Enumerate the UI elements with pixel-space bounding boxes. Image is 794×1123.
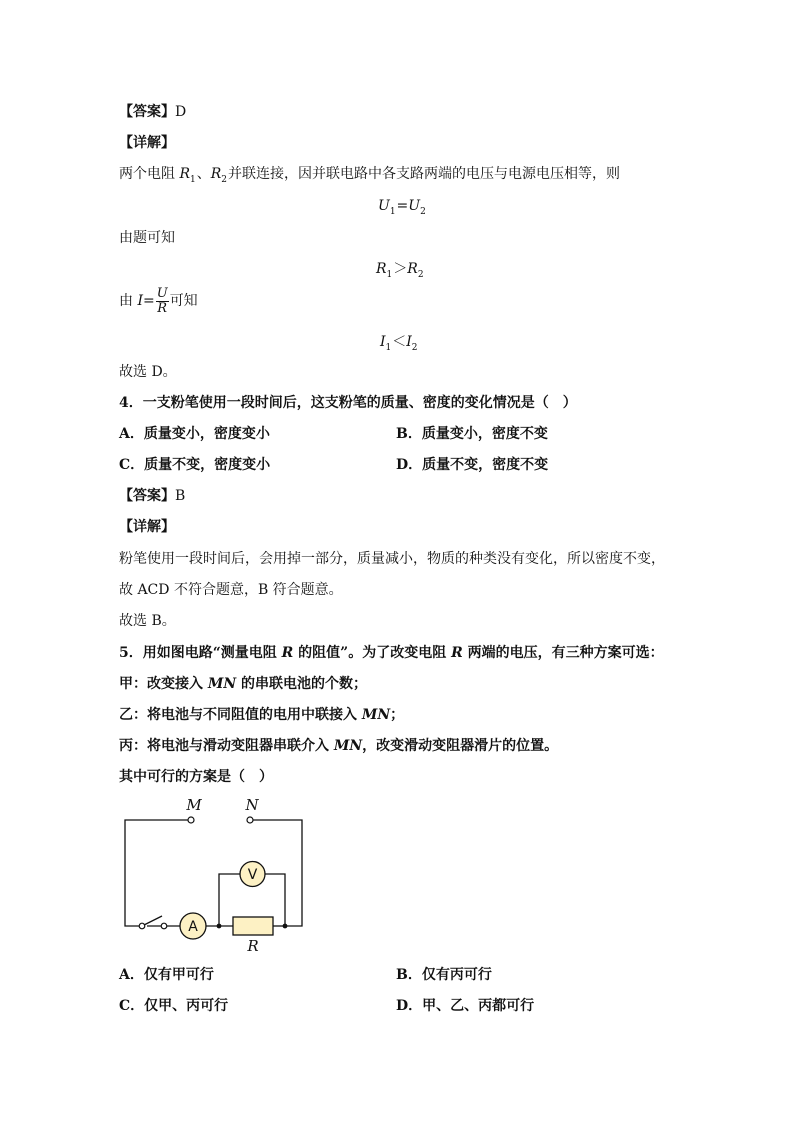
answer-tag: 【答案】 <box>119 104 175 120</box>
junction-dot-right <box>283 924 288 929</box>
q4-option-d: D．质量不变，密度不变 <box>396 457 549 473</box>
q4-detail-line-2: 故 ACD 不符合题意，B 符合题意。 <box>119 582 343 598</box>
q5-plan-yi <box>119 705 404 725</box>
q5-ask: 其中可行的方案是（ ） <box>119 769 273 785</box>
subscript: 2 <box>411 343 418 353</box>
junction-dot-left <box>217 924 222 929</box>
q5-option-b: B．仅有丙可行 <box>396 967 492 983</box>
q4-detail-tag: 【详解】 <box>119 519 175 535</box>
q3-ohm-line <box>119 284 198 318</box>
label-n: N <box>245 796 259 814</box>
q5-stem <box>119 643 664 663</box>
switch-contact-left <box>139 923 145 929</box>
answer-tag: 【答案】 <box>119 488 175 504</box>
terminal-m <box>188 817 194 823</box>
symbol-r: R <box>451 645 463 661</box>
symbol-i: I <box>137 293 143 309</box>
answer-value: D <box>175 104 187 120</box>
text-segment: 由 <box>119 293 138 309</box>
text-segment: 的串联电池的个数； <box>236 676 368 692</box>
text-segment: 5．用如图电路“测量电阻 <box>119 645 282 661</box>
label-m: M <box>186 796 202 814</box>
q5-plan-jia <box>119 674 367 694</box>
symbol-r: R <box>210 166 222 182</box>
switch-contact-right <box>161 923 167 929</box>
subscript: 1 <box>385 343 392 353</box>
terminal-n <box>247 817 253 823</box>
answer-value: B <box>175 488 186 504</box>
q3-detail-tag: 【详解】 <box>119 135 175 151</box>
symbol-r: R <box>407 261 418 277</box>
symbol-i: I <box>380 334 386 350</box>
q5-option-a: A．仅有甲可行 <box>119 967 214 983</box>
symbol-mn: MN <box>361 707 391 723</box>
text-segment: 可知 <box>169 293 198 309</box>
denominator: R <box>157 300 168 316</box>
subscript: 2 <box>221 175 228 185</box>
symbol-r: R <box>281 645 294 661</box>
text-segment: 两端的电压，有三种方案可选： <box>462 645 664 661</box>
symbol-u: U <box>378 198 390 214</box>
text-segment: 甲：改变接入 <box>119 676 208 692</box>
text-segment: 两个电阻 <box>119 166 180 182</box>
text-segment: 乙：将电池与不同阻值的电用中联接入 <box>119 707 362 723</box>
circuit-diagram <box>118 792 318 960</box>
operator: = <box>142 293 155 309</box>
q4-answer-line <box>119 486 185 506</box>
q3-conclusion: 故选 D。 <box>119 364 177 380</box>
fraction-u-over-r <box>156 287 169 316</box>
symbol-u: U <box>408 198 421 214</box>
equation-voltage <box>378 196 427 218</box>
text-segment: 的阻值”。为了改变电阻 <box>293 645 452 661</box>
voltmeter-label: V <box>247 867 258 883</box>
symbol-i: I <box>406 334 412 350</box>
text-segment: 、 <box>196 166 211 182</box>
text-segment: 并联连接，因并联电路中各支路两端的电压与电源电压相等，则 <box>228 166 621 182</box>
q3-answer-line <box>119 102 186 122</box>
text-segment: ； <box>390 707 405 723</box>
ammeter-label: A <box>188 919 198 935</box>
text-segment: 丙：将电池与滑动变阻器串联介入 <box>119 738 334 754</box>
label-r: R <box>247 937 259 955</box>
q4-detail-line-1: 粉笔使用一段时间后，会用掉一部分，质量减小，物质的种类没有变化，所以密度不变， <box>119 551 665 567</box>
q4-conclusion: 故选 B。 <box>119 613 176 629</box>
switch-blade <box>144 916 162 925</box>
symbol-r: R <box>179 166 190 182</box>
equation-current <box>380 332 419 354</box>
q4-stem: 4．一支粉笔使用一段时间后，这支粉笔的质量、密度的变化情况是（ ） <box>119 395 577 411</box>
operator: ＜ <box>392 334 407 350</box>
resistor-icon <box>233 917 273 935</box>
operator: = <box>396 198 409 214</box>
text-segment: ，改变滑动变阻器滑片的位置。 <box>362 738 559 754</box>
q5-plan-bing <box>119 736 558 756</box>
operator: ＞ <box>393 261 408 277</box>
symbol-mn: MN <box>207 676 237 692</box>
q3-explanation-line <box>119 164 620 186</box>
subscript: 1 <box>386 270 393 280</box>
q5-option-d: D．甲、乙、丙都可行 <box>396 998 535 1014</box>
symbol-mn: MN <box>333 738 363 754</box>
equation-resistance <box>376 259 425 281</box>
wire-left <box>125 820 188 926</box>
subscript: 1 <box>389 207 396 217</box>
symbol-r: R <box>376 261 387 277</box>
subscript: 2 <box>417 270 424 280</box>
q5-option-c: C．仅甲、丙可行 <box>119 998 229 1014</box>
q4-option-b: B．质量变小，密度不变 <box>396 426 548 442</box>
subscript: 1 <box>190 175 196 185</box>
q4-option-a: A．质量变小，密度变小 <box>119 426 270 442</box>
numerator: U <box>156 285 168 301</box>
q4-option-c: C．质量不变，密度变小 <box>119 457 271 473</box>
subscript: 2 <box>420 207 426 217</box>
q3-given-line: 由题可知 <box>119 230 175 246</box>
